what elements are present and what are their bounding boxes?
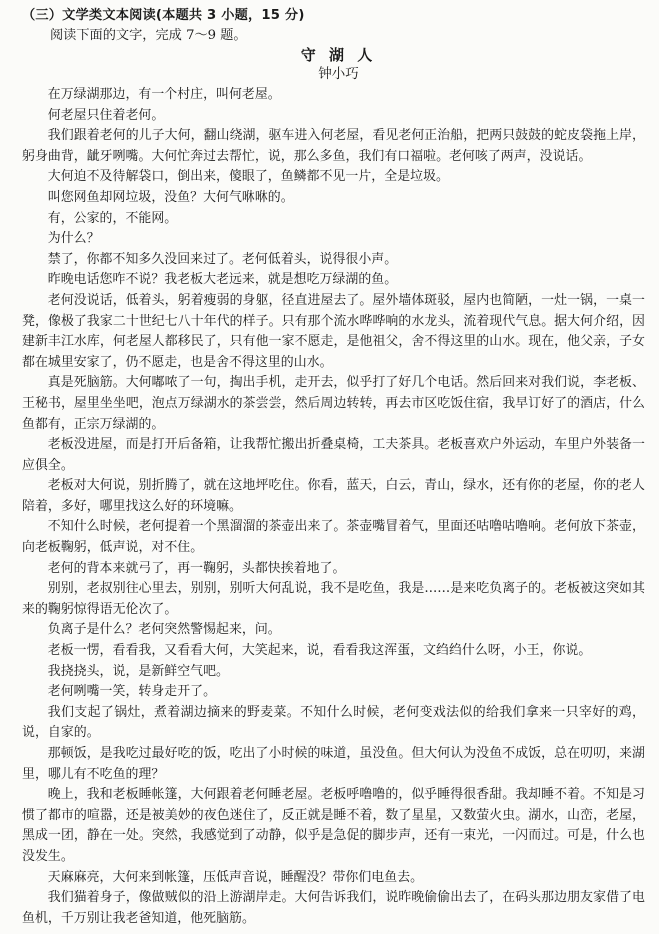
article-paragraph: 晚上，我和老板睡帐篷，大何跟着老何睡老屋。老板呼噜噜的，似乎睡得很香甜。我却睡不着。不知是习惯了都市的喧嚣，还是被美妙的夜色迷住了，反正就是睡不着，数了星星，又数萤火虫。湖水，山峦，老屋，黑成一团，静在一处。突然，我感觉到了动静，似乎是急促的脚步声，还有一束光，一闪而过。可是，什么也没发生。 xyxy=(22,787,645,864)
article-paragraph: 为什么？ xyxy=(47,231,100,247)
article-paragraph: 禁了，你都不知多久没回来过了。老何低着头，说得很小声。 xyxy=(47,251,398,267)
article-paragraph: 老板没进屋，而是打开后备箱，让我帮忙搬出折叠桌椅，工夫茶具。老板喜欢户外运动，车里户外装备一应俱全。 xyxy=(22,437,645,473)
article-paragraph: 老何咧嘴一笑，转身走开了。 xyxy=(47,684,217,700)
article-paragraph: 我们跟着老何的儿子大何，翻山绕湖，驱车进入何老屋，看见老何正治船，把两只鼓鼓的蛇皮袋拖上岸，躬身曲背，龇牙咧嘴。大何忙奔过去帮忙，说，那么多鱼，我们有口福啦。老何咳了两声，没说话。 xyxy=(22,128,645,164)
article-paragraph: 老板一愣，看看我，又看看大何，大笑起来，说，看看我这浑蛋，文绉绉什么呀，小王，你说。 xyxy=(47,643,592,659)
article-author: 钟小巧 xyxy=(318,66,359,82)
article-paragraph: 别别，老叔别往心里去，别别，别听大何乱说，我不是吃鱼，我是……是来吃负离子的。老板被这突如其来的鞠躬惊得语无伦次了。 xyxy=(22,581,645,617)
article-paragraph: 有，公家的，不能网。 xyxy=(47,210,178,226)
article-paragraph: 叫您网鱼却网垃圾，没鱼？大何气咻咻的。 xyxy=(47,189,294,205)
article-body xyxy=(22,85,645,929)
article-paragraph: 不知什么时候，老何提着一个黑溜溜的茶壶出来了。茶壶嘴冒着气，里面还咕噜咕噜响。老何放下茶壶，向老板鞠躬，低声说，对不住。 xyxy=(22,519,645,556)
article-paragraph: 负离子是什么？老何突然警惕起来，问。 xyxy=(47,622,281,638)
article-paragraph: 那顿饭，是我吃过最好吃的饭，吃出了小时候的味道，虽没鱼。但大何认为没鱼不成饭，总在叨叨，来湖里，哪儿有不吃鱼的理？ xyxy=(22,746,645,782)
article-paragraph: 昨晚电话您咋不说？我老板大老远来，就是想吃万绿湖的鱼。 xyxy=(47,272,398,288)
article-title: 守 湖 人 xyxy=(300,46,377,64)
article-paragraph: 老何没说话，低着头，躬着瘦弱的身躯，径直进屋去了。屋外墙体斑驳，屋内也简陋，一灶一锅，一桌一凳，像极了我家二十世纪七八十年代的样子。只有那个流水哗哗响的水龙头，流着现代气息。据大何介绍，因建新丰江水库，何老屋人都移民了，只有他一家不愿走，是他祖父，舍不得这里的山水。现在，他父亲，子女都在城里安家了，仍不愿走，也是舍不得这里的山水。 xyxy=(22,292,645,370)
article-paragraph: 天麻麻亮，大何来到帐篷，压低声音说，睡醒没？带你们电鱼去。 xyxy=(47,869,424,885)
section-header: （三）文学类文本阅读(本题共 3 小题，15 分) xyxy=(22,8,305,23)
article-paragraph: 在万绿湖那边，有一个村庄，叫何老屋。 xyxy=(47,87,281,102)
reading-instruction: 阅读下面的文字，完成 7～9 题。 xyxy=(50,28,247,43)
article-paragraph: 我挠挠头，说，是新鲜空气吧。 xyxy=(47,663,229,679)
article-paragraph: 真是死脑筋。大何嘟哝了一句，掏出手机，走开去，似乎打了好几个电话。然后回来对我们说，李老板、王秘书，屋里坐坐吧，泡点万绿湖水的茶尝尝，然后周边转转，再去市区吃饭住宿，我早订好了的酒店，什么鱼都有，正宗万绿湖的。 xyxy=(22,375,645,432)
article-paragraph: 何老屋只住着老何。 xyxy=(47,107,165,123)
article-paragraph: 老何的背本来就弓了，再一鞠躬，头都快挨着地了。 xyxy=(47,560,346,576)
article-paragraph: 我们支起了锅灶，煮着湖边摘来的野麦菜。不知什么时候，老何变戏法似的给我们拿来一只宰好的鸡，说，自家的。 xyxy=(22,704,645,741)
article-paragraph: 老板对大何说，别折腾了，就在这地坪吃住。你看，蓝天，白云，青山，绿水，还有你的老屋，你的老人陪着，多好，哪里找这么好的环境嘛。 xyxy=(22,478,645,514)
article-paragraph: 我们猫着身子，像做贼似的沿上游湖岸走。大何告诉我们，说昨晚偷偷出去了，在码头那边朋友家借了电鱼机，千万别让我老爸知道，他死脑筋。 xyxy=(22,890,645,926)
article-paragraph: 大何迫不及待解袋口，倒出来，傻眼了，鱼鳞都不见一片，全是垃圾。 xyxy=(47,169,449,185)
